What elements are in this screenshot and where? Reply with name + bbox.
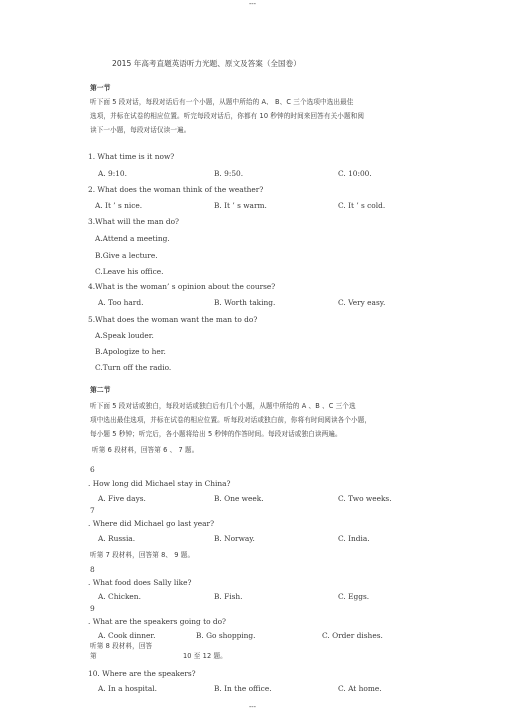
material-8-instruction: 第 <box>90 652 97 660</box>
question-4-option-a: A. Too hard. <box>98 298 144 307</box>
question-1-stem: 1. What time is it now? <box>88 152 175 161</box>
question-7-option-c: C. India. <box>338 534 370 543</box>
question-7-option-b: B. Norway. <box>214 534 255 543</box>
question-5-option-a: A.Speak louder. <box>95 331 154 340</box>
material-8-instruction: 听第 8 段材料，回答 <box>90 642 153 650</box>
question-10-stem: 10. Where are the speakers? <box>88 669 196 678</box>
question-10-option-c: C. At home. <box>338 684 382 693</box>
question-4-option-c: C. Very easy. <box>338 298 386 307</box>
question-1-option-c: C. 10:00. <box>338 169 372 178</box>
question-6-number: 6 <box>90 465 95 474</box>
question-1-option-b: B. 9:50. <box>214 169 244 178</box>
question-9-option-a: A. Cook dinner. <box>98 631 156 640</box>
page-title: 2015 年高考直题英语听力光题、原文及答案（全国卷） <box>112 59 301 68</box>
question-10-option-a: A. In a hospital. <box>98 684 158 693</box>
question-10-option-b: B. In the office. <box>214 684 272 693</box>
question-6-option-c: C. Two weeks. <box>338 494 392 503</box>
question-1-option-a: A. 9:10. <box>98 169 127 178</box>
question-9-option-c: C. Order dishes. <box>322 631 383 640</box>
question-7-number: 7 <box>90 506 95 515</box>
question-6-option-a: A. Five days. <box>98 494 146 503</box>
question-9-option-b: B. Go shopping. <box>196 631 256 640</box>
question-9-number: 9 <box>90 604 95 613</box>
question-8-option-b: B. Fish. <box>214 592 243 601</box>
question-2-stem: 2. What does the woman think of the weather? <box>88 185 264 194</box>
section2-heading: 第二节 <box>90 386 111 394</box>
question-8-option-c: C. Eggs. <box>338 592 370 601</box>
question-3-option-a: A.Attend a meeting. <box>95 234 170 243</box>
question-7-stem: . Where did Michael go last year? <box>88 519 215 528</box>
section2-instruction-line: 每小题 5 秒钟；听完后，各小题将给出 5 秒钟的作答时间。每段对话或独白读两遍。 <box>90 430 342 438</box>
section1-instruction-line: 听下面 5 段对话，每段对话后有一个小题，从题中所给的 A、 B、C 三个选项中选出最佳 <box>90 98 354 106</box>
material-6-instruction: 听第 6 段材料，回答第 6 、 7 题。 <box>92 446 199 454</box>
question-2-option-b: B. It ’ s warm. <box>214 201 267 210</box>
page-bottom-mark: --- <box>248 703 257 711</box>
section2-instruction-line: 项中选出最佳选项，并标在试卷的相应位置。听每段对话或独白前，你将有时间阅读各个小题， <box>90 416 372 424</box>
section2-instruction-line: 听下面 5 段对话或独白，每段对话或独白后有几个小题，从题中所给的 A 、B 、C 三个选 <box>90 402 356 410</box>
section1-heading: 第一节 <box>90 84 111 92</box>
question-7-option-a: A. Russia. <box>98 534 136 543</box>
page-top-mark: --- <box>248 0 257 8</box>
question-6-stem: . How long did Michael stay in China? <box>88 479 231 488</box>
question-6-option-b: B. One week. <box>214 494 264 503</box>
question-3-option-c: C.Leave his office. <box>95 267 164 276</box>
question-2-option-c: C. It ’ s cold. <box>338 201 386 210</box>
question-8-number: 8 <box>90 565 95 574</box>
question-9-stem: . What are the speakers going to do? <box>88 617 227 626</box>
question-5-option-b: B.Apologize to her. <box>95 347 166 356</box>
section1-instruction-line: 选项，并标在试卷的相应位置。听完每段对话后，你都有 10 秒钟的时间来回答有关小题和阅 <box>90 112 365 120</box>
question-2-option-a: A. It ’ s nice. <box>95 201 143 210</box>
question-3-stem: 3.What will the man do? <box>88 217 180 226</box>
question-4-option-b: B. Worth taking. <box>214 298 276 307</box>
section1-instruction-line: 读下一小题，每段对话仅读一遍。 <box>90 126 191 134</box>
question-5-option-c: C.Turn off the radio. <box>95 363 172 372</box>
question-8-option-a: A. Chicken. <box>98 592 141 601</box>
question-4-stem: 4.What is the woman’ s opinion about the course? <box>88 282 276 291</box>
question-5-stem: 5.What does the woman want the man to do? <box>88 315 258 324</box>
question-8-stem: . What food does Sally like? <box>88 578 192 587</box>
material-8-instruction: 10 至 12 题。 <box>183 652 227 660</box>
material-7-instruction: 听第 7 段材料，回答第 8、 9 题。 <box>90 551 195 559</box>
question-3-option-b: B.Give a lecture. <box>95 251 158 260</box>
